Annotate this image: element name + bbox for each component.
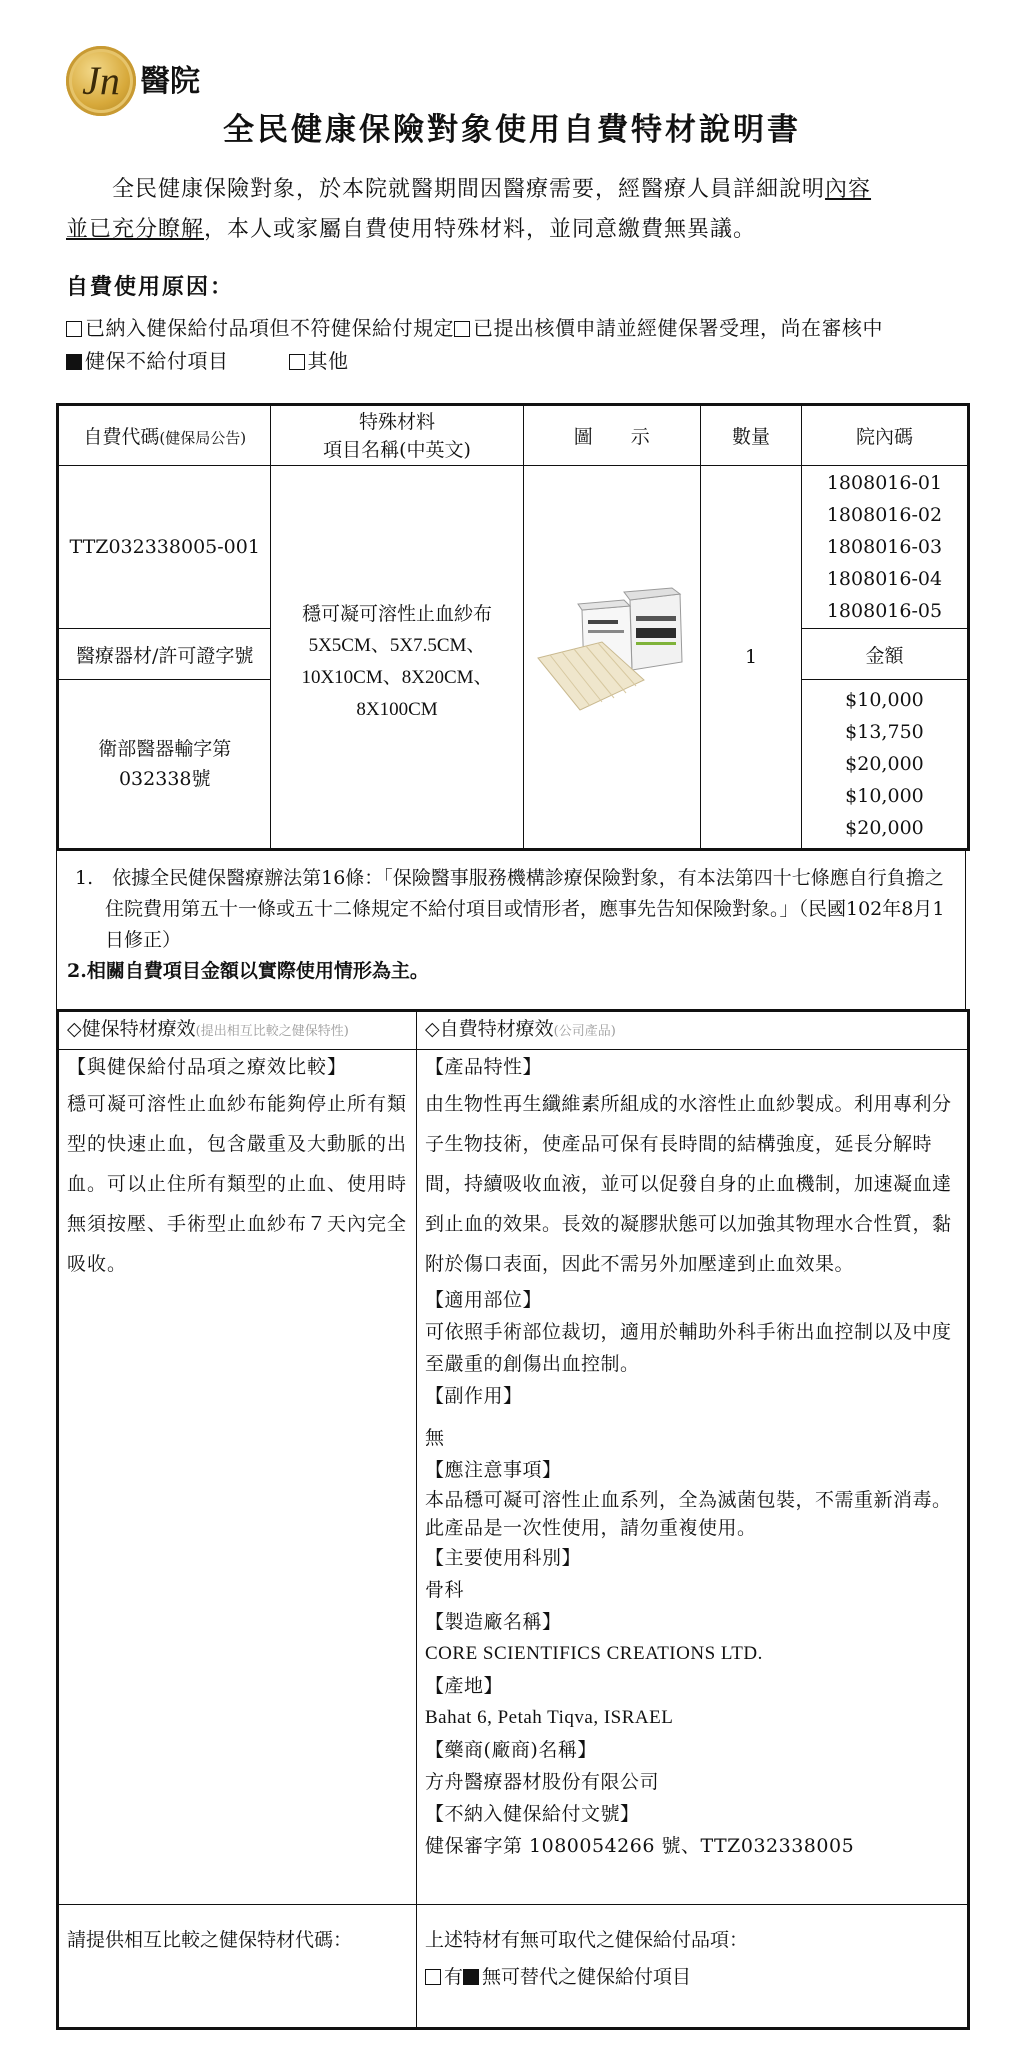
reason-checkbox-4[interactable]: [289, 354, 305, 370]
quantity-value: 1: [701, 466, 802, 850]
doc-title: 【不納入健保給付文號】: [425, 1803, 640, 1825]
notes-section: [56, 849, 966, 1009]
amount-value: $20,000: [845, 817, 924, 839]
license-label: 醫療器材/許可證字號: [58, 629, 271, 680]
internal-code: 1808016-04: [826, 568, 943, 590]
item-table: [56, 403, 970, 851]
caution-title: 【應注意事項】: [425, 1459, 562, 1481]
origin-title: 【產地】: [425, 1675, 504, 1697]
reason-line-1: [66, 312, 883, 341]
feature-title: 【產品特性】: [425, 1056, 543, 1078]
reason-title: 自費使用原因：: [66, 274, 235, 300]
amount-value: $20,000: [845, 753, 924, 775]
amount-value: $10,000: [845, 785, 924, 807]
site-title: 【適用部位】: [425, 1289, 543, 1311]
internal-codes-cell: [801, 466, 968, 629]
intro-text-1: 全民健康保險對象，於本院就醫期間因醫療需要，經醫療人員詳細說明: [112, 177, 826, 202]
logo-text: Jn: [82, 58, 120, 103]
left-header: ◇健保特材療效(提出相互比較之健保特性): [58, 1011, 417, 1050]
vendor-title: 【藥商(廠商)名稱】: [425, 1739, 597, 1761]
page-title: 全民健康保險對象使用自費特材說明書: [223, 112, 801, 148]
note-1: 1. 依據全民健保醫療辦法第16條：「保險醫事服務機構診療保險對象，有本法第四十七條應自行負擔之住院費用第五十一條或五十二條規定不給付項目或情形者，應事先告知保險對象。」（民國102年8月1日修正）: [75, 867, 945, 951]
reason-checkbox-2[interactable]: [454, 321, 470, 337]
vendor-text: 方舟醫療器材股份有限公司: [425, 1771, 660, 1793]
footer-left: 請提供相互比較之健保特材代碼：: [58, 1905, 417, 2029]
header-internal-code: 院內碼: [801, 405, 968, 466]
footer-no-label: 無可替代之健保給付項目: [482, 1966, 692, 1988]
reason-line-2: [66, 345, 349, 374]
amount-value: $10,000: [845, 689, 924, 711]
department-text: 骨科: [425, 1579, 465, 1601]
amounts-cell: [801, 680, 968, 850]
footer-yes-label: 有: [444, 1966, 464, 1988]
feature-text: 由生物性再生纖維素所組成的水溶性止血紗製成。利用專利分子生物技術，使產品可保有長時間的結構強度，延長分解時間，持續吸收血液，並可以促發自身的止血機制，加速凝血達到止血的效果。長效的凝膠狀態可以加強其物理水合性質，黏附於傷口表面，因此不需另外加壓達到止血效果。: [425, 1093, 952, 1275]
header-quantity: 數量: [701, 405, 802, 466]
footer-yes-checkbox[interactable]: [425, 1969, 441, 1985]
maker-title: 【製造廠名稱】: [425, 1611, 562, 1633]
origin-text: Bahat 6, Petah Tiqva, ISRAEL: [425, 1707, 674, 1728]
right-header: ◇自費特材療效(公司產品): [417, 1011, 969, 1050]
header-code: 自費代碼(健保局公告): [58, 405, 271, 466]
internal-code: 1808016-05: [826, 600, 943, 622]
license-value: 衛部醫器輸字第 032338號: [58, 680, 271, 850]
footer-right: [417, 1905, 969, 2029]
right-content: [417, 1050, 969, 1905]
amount-value: $13,750: [845, 721, 924, 743]
note-2: 2.相關自費項目金額以實際使用情形為主。: [67, 960, 429, 982]
efficacy-table: [56, 1009, 970, 2030]
caution-text: 本品穩可凝可溶性止血系列，全為滅菌包裝，不需重新消毒。此產品是一次性使用，請勿重複使用。: [425, 1489, 952, 1539]
left-text: 穩可凝可溶性止血紗布能夠停止所有類型的快速止血，包含嚴重及大動脈的出血。可以止住所有類型的止血、使用時無須按壓、手術型止血紗布７天內完全吸收。: [67, 1093, 408, 1275]
reason-option-3: 健保不給付項目: [85, 349, 229, 373]
site-text: 可依照手術部位裁切，適用於輔助外科手術出血控制以及中度至嚴重的創傷出血控制。: [425, 1321, 952, 1375]
header-name: 特殊材料 項目名稱(中英文): [271, 405, 523, 466]
header-image: 圖 示: [523, 405, 701, 466]
reason-option-2: 已提出核價申請並經健保署受理，尚在審核中: [473, 316, 883, 340]
internal-code: 1808016-03: [826, 536, 943, 558]
footer-no-checkbox[interactable]: [463, 1969, 479, 1985]
side-effect-text: 無: [425, 1427, 445, 1449]
reason-checkbox-3[interactable]: [66, 354, 82, 370]
reason-option-1: 已納入健保給付品項但不符健保給付規定: [85, 316, 454, 340]
department-title: 【主要使用科別】: [425, 1547, 582, 1569]
footer-options: [425, 1962, 959, 1989]
intro-underlined-1: 內容: [825, 177, 872, 202]
side-effect-title: 【副作用】: [425, 1385, 523, 1407]
reason-option-4: 其他: [307, 349, 349, 373]
footer-right-title: 上述特材有無可取代之健保給付品項：: [425, 1929, 749, 1951]
internal-code: 1808016-02: [826, 504, 943, 526]
intro-text-2: ，本人或家屬自費使用特殊材料，並同意繳費無異議。: [204, 217, 757, 242]
amount-label: 金額: [801, 629, 968, 680]
intro-paragraph: [66, 170, 966, 250]
left-subtitle: 【與健保給付品項之療效比較】: [67, 1056, 348, 1078]
reason-checkbox-1[interactable]: [66, 321, 82, 337]
product-image-cell: [523, 466, 701, 850]
code-value: TTZ032338005-001: [58, 466, 271, 629]
product-image: [532, 580, 692, 730]
hospital-label: 醫院: [140, 64, 200, 99]
intro-underlined-2: 並已充分瞭解: [66, 217, 205, 242]
internal-code: 1808016-01: [826, 472, 943, 494]
doc-text: 健保審字第 1080054266 號、TTZ032338005: [425, 1835, 855, 1857]
item-name-cell: 穩可凝可溶性止血紗布 5X5CM、5X7.5CM、 10X10CM、8X20CM、 8X100CM: [271, 466, 523, 850]
left-content: [58, 1050, 417, 1905]
maker-text: CORE SCIENTIFICS CREATIONS LTD.: [425, 1643, 763, 1664]
